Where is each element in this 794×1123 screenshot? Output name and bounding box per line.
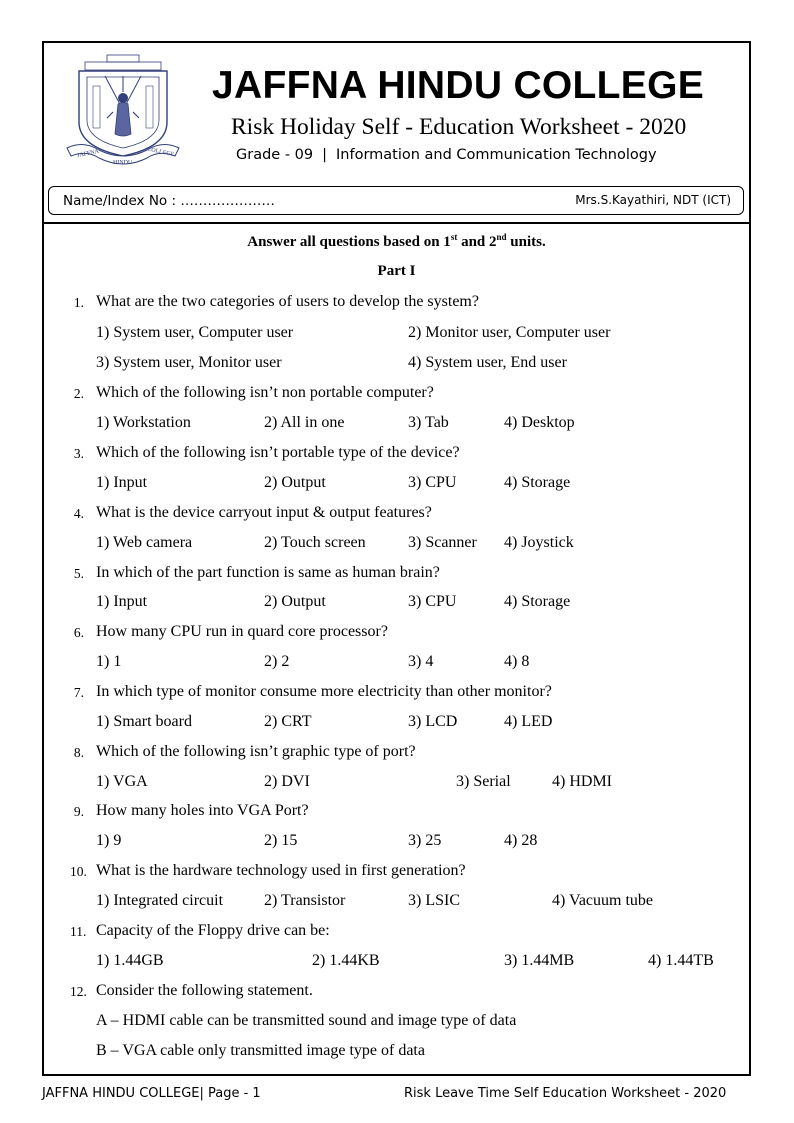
statement: A – HDMI cable can be transmitted sound and image type of data	[96, 1012, 517, 1029]
question-number: 10.	[70, 864, 87, 879]
option: 3) Tab	[408, 414, 449, 431]
question-text: What is the hardware technology used in first generation?	[96, 862, 466, 879]
question-number: 5.	[73, 566, 84, 581]
option: 2) 2	[264, 653, 290, 670]
crest-banner-right: COLLEGE	[146, 146, 175, 159]
instruction-part: and 2	[457, 234, 497, 250]
grade-subject-line	[236, 145, 706, 165]
option: 4) 8	[504, 653, 530, 670]
option: 1) 9	[96, 832, 122, 849]
question-text: In which type of monitor consume more electricity than other monitor?	[96, 683, 552, 700]
option: 1) Input	[96, 593, 148, 610]
option: 2) CRT	[264, 713, 312, 730]
option: 1) Web camera	[96, 534, 193, 551]
worksheet-subtitle: Risk Holiday Self - Education Worksheet - 2020	[231, 114, 687, 140]
option: 1) 1.44GB	[96, 952, 164, 969]
question-text: What are the two categories of users to develop the system?	[96, 293, 479, 310]
option: 1) Workstation	[96, 414, 191, 431]
instruction-superscript: st	[450, 232, 458, 242]
option: 3) Scanner	[408, 534, 477, 551]
question-number: 11.	[70, 924, 87, 939]
option: 4) Desktop	[504, 414, 575, 431]
option: 4) Storage	[504, 474, 571, 491]
option: 4) Vacuum tube	[552, 892, 654, 909]
grade-separator: |	[322, 147, 327, 163]
option: 4) LED	[504, 713, 553, 730]
question-text: In which of the part function is same as human brain?	[96, 564, 440, 581]
option: 1) 1	[96, 653, 122, 670]
crest-banner-left: JAFFNA	[76, 148, 100, 160]
option: 3) Serial	[456, 773, 511, 790]
option: 3) 25	[408, 832, 442, 849]
option: 4) HDMI	[552, 773, 612, 790]
grade-label: Grade - 09	[236, 147, 314, 163]
statement: B – VGA cable only transmitted image type of data	[96, 1042, 425, 1059]
part-title: Part I	[377, 263, 416, 279]
question-text: Which of the following isn’t non portable computer?	[96, 384, 434, 401]
college-crest-icon	[63, 52, 183, 172]
instruction-superscript: nd	[496, 232, 507, 242]
college-title: JAFFNA HINDU COLLEGE	[212, 64, 705, 107]
instruction-text	[42, 232, 751, 252]
option: 2) All in one	[264, 414, 345, 431]
option: 3) LSIC	[408, 892, 460, 909]
question-number: 3.	[73, 446, 84, 461]
option: 1) VGA	[96, 773, 148, 790]
option: 4) Storage	[504, 593, 571, 610]
question-text: Consider the following statement.	[96, 982, 313, 999]
option: 4) 28	[504, 832, 538, 849]
option: 1) Integrated circuit	[96, 892, 224, 909]
option: 3) 1.44MB	[504, 952, 575, 969]
question-number: 6.	[73, 625, 84, 640]
instruction-part: units.	[506, 234, 546, 250]
subject-label: Information and Communication Technology	[336, 147, 657, 163]
option: 2) Transistor	[264, 892, 346, 909]
option: 3) LCD	[408, 713, 458, 730]
option: 3) CPU	[408, 593, 457, 610]
teacher-name: Mrs.S.Kayathiri, NDT (ICT)	[575, 193, 731, 207]
option: 1) Smart board	[96, 713, 192, 730]
option: 3) System user, Monitor user	[96, 354, 282, 371]
question-number: 7.	[73, 685, 84, 700]
question-text: Which of the following isn’t graphic type of port?	[96, 743, 416, 760]
option: 2) 15	[264, 832, 298, 849]
crest-banner-center: HINDU	[113, 160, 133, 166]
option: 2) Output	[264, 593, 326, 610]
question-text: Capacity of the Floppy drive can be:	[96, 922, 330, 939]
option: 1) System user, Computer user	[96, 324, 294, 341]
question-number: 1.	[73, 295, 84, 310]
question-text: How many holes into VGA Port?	[96, 802, 309, 819]
option: 2) 1.44KB	[312, 952, 380, 969]
option: 2) DVI	[264, 773, 310, 790]
option: 2) Monitor user, Computer user	[408, 324, 611, 341]
option: 3) CPU	[408, 474, 457, 491]
question-number: 2.	[73, 386, 84, 401]
question-number: 12.	[70, 984, 87, 999]
question-number: 4.	[73, 506, 84, 521]
instruction-part: Answer all questions based on 1	[247, 234, 451, 250]
footer-left: JAFFNA HINDU COLLEGE| Page - 1	[42, 1086, 261, 1101]
name-index-box	[48, 186, 744, 215]
option: 3) 4	[408, 653, 434, 670]
question-text: What is the device carryout input & output features?	[96, 504, 432, 521]
question-number: 8.	[73, 745, 84, 760]
option: 1) Input	[96, 474, 148, 491]
name-index-field[interactable]: Name/Index No : …………………	[63, 193, 275, 209]
header-divider	[42, 222, 751, 224]
footer-right: Risk Leave Time Self Education Worksheet - 2020	[404, 1086, 727, 1101]
question-text: How many CPU run in quard core processor?	[96, 623, 388, 640]
option: 4) 1.44TB	[648, 952, 714, 969]
question-number: 9.	[73, 804, 84, 819]
option: 2) Touch screen	[264, 534, 366, 551]
question-text: Which of the following isn’t portable type of the device?	[96, 444, 460, 461]
option: 4) Joystick	[504, 534, 574, 551]
option: 2) Output	[264, 474, 326, 491]
option: 4) System user, End user	[408, 354, 567, 371]
